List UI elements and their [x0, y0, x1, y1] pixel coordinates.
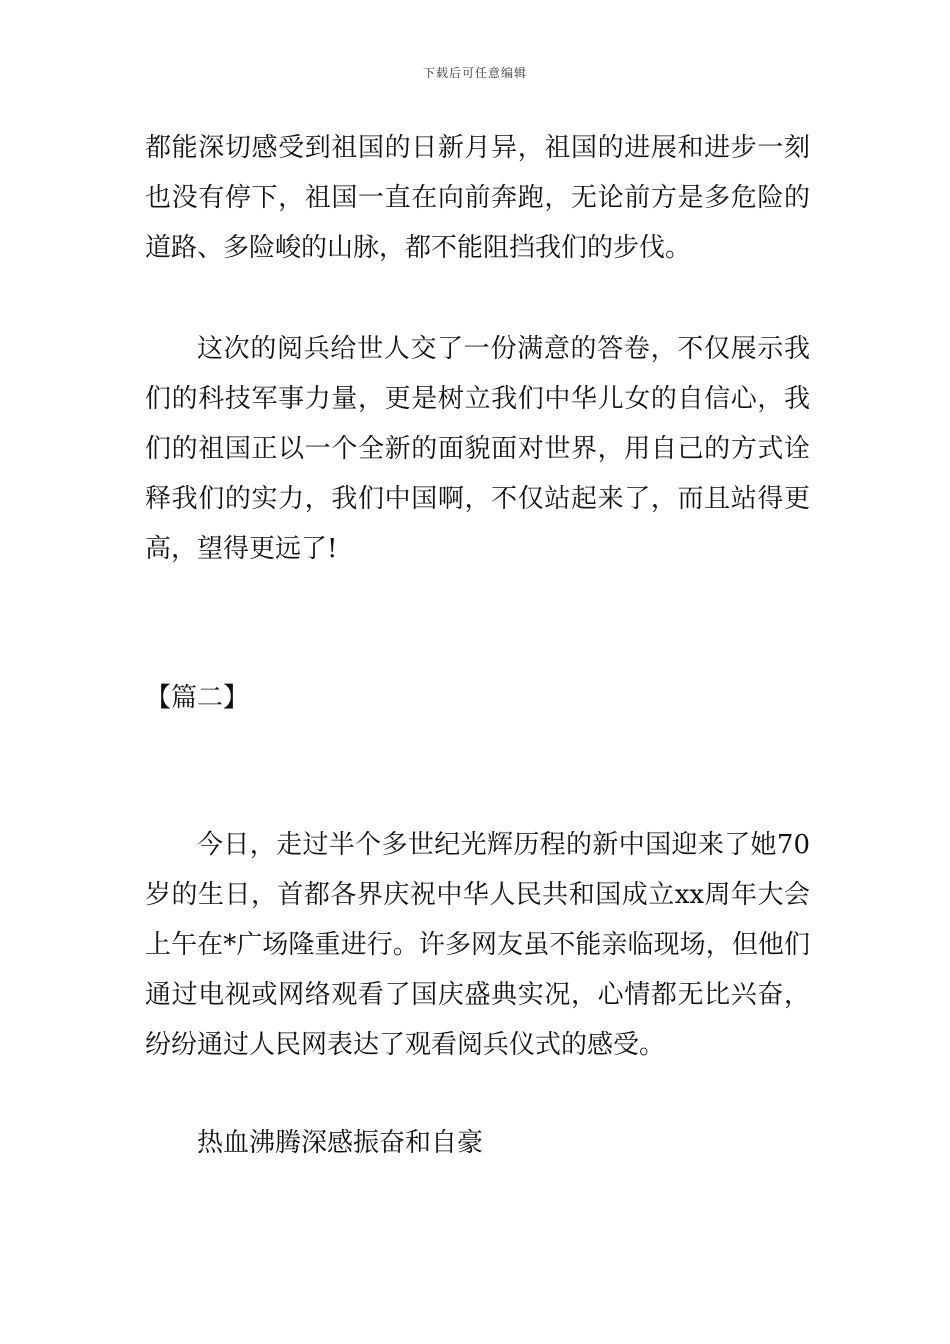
- paragraph-2: 这次的阅兵给世人交了一份满意的答卷，不仅展示我们的科技军事力量，更是树立我们中华儿女的自信心，我们的祖国正以一个全新的面貌面对世界，用自己的方式诠释我们的实力，我们中国啊，不仅站起来了，而且站得更高，望得更远了!: [145, 334, 810, 564]
- paragraph-3: 今日，走过半个多世纪光辉历程的新中国迎来了她70岁的生日，首都各界庆祝中华人民共和国成立xx周年大会上午在*广场隆重进行。许多网友虽不能亲临现场，但他们通过电视或网络观看了国庆盛典实况，心情都无比兴奋，纷纷通过人民网表达了观看阅兵仪式的感受。: [145, 830, 810, 1060]
- paragraph-4-subheading: 热血沸腾深感振奋和自豪: [197, 1128, 484, 1158]
- page-header: 下载后可任意编辑: [422, 66, 527, 80]
- section-title: 【篇二】: [145, 683, 250, 713]
- paragraph-1: 都能深切感受到祖国的日新月异，祖国的进展和进步一刻也没有停下，祖国一直在向前奔跑，无论前方是多危险的道路、多险峻的山脉，都不能阻挡我们的步伐。: [145, 133, 810, 263]
